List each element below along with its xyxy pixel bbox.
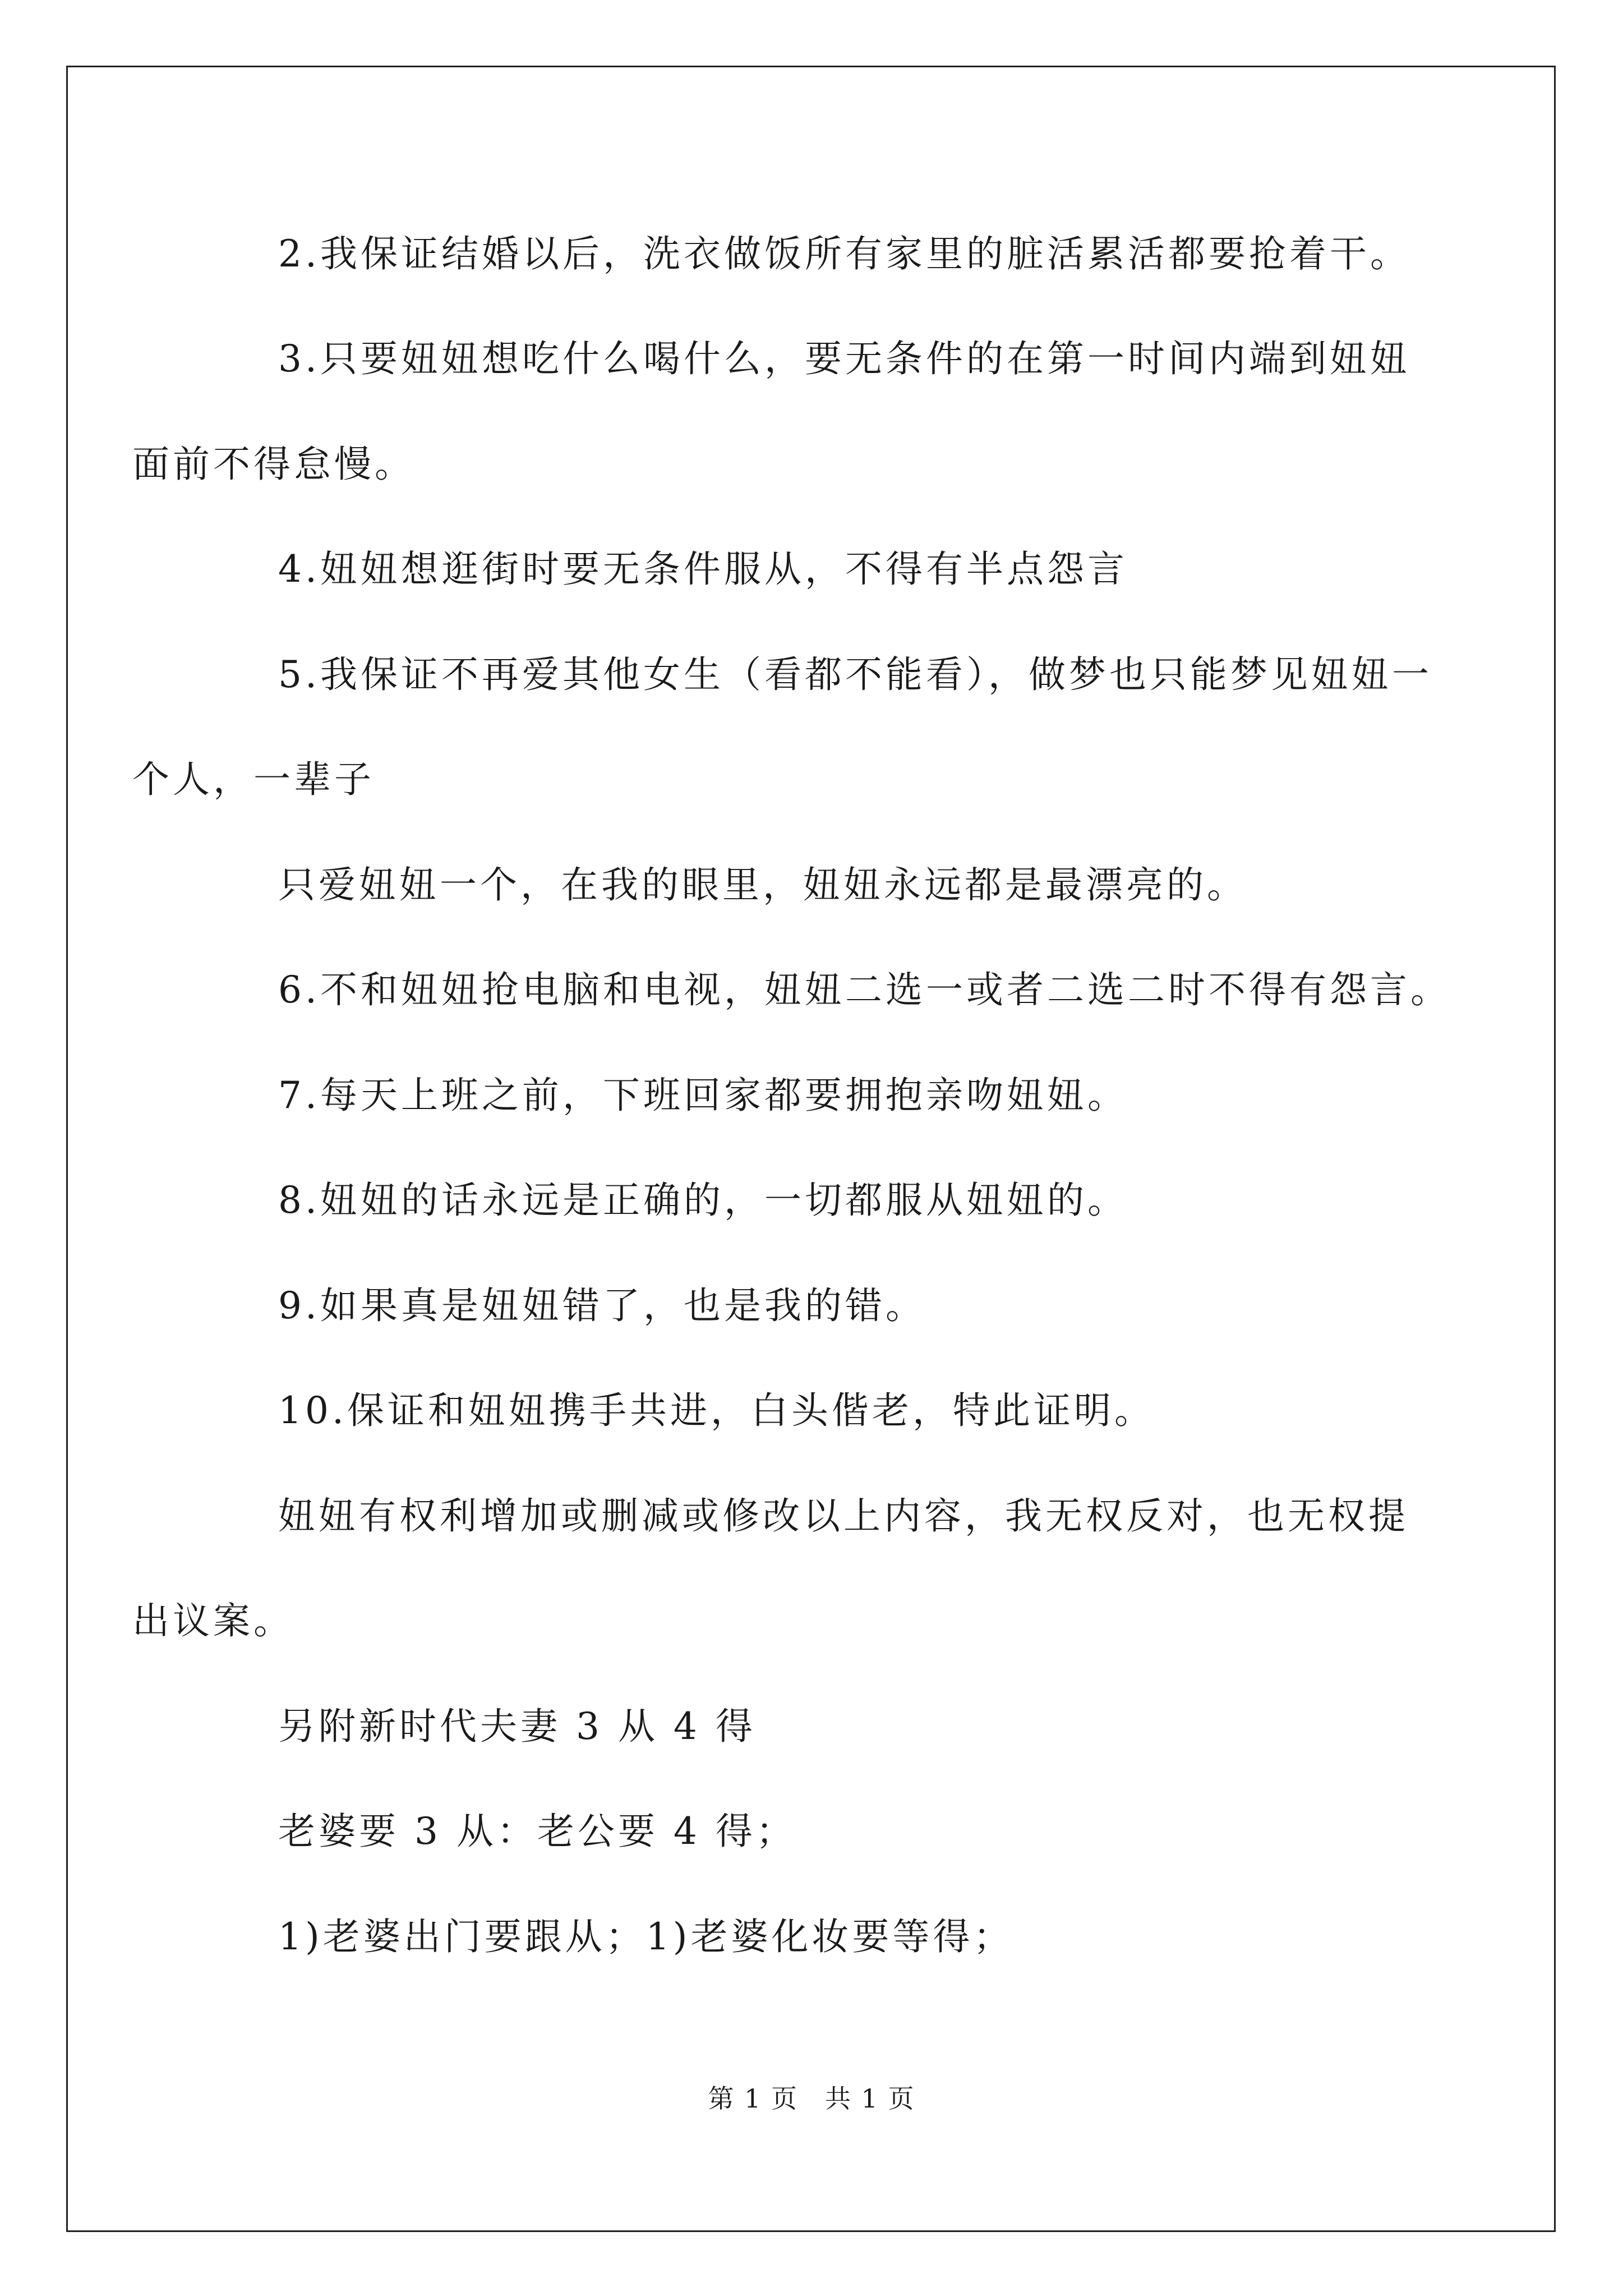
paragraph-item-3-continued: 面前不得怠慢。 xyxy=(132,443,415,486)
paragraph-appendix-title: 另附新时代夫妻 3 从 4 得 xyxy=(278,1705,756,1748)
paragraph-item-2: 2.我保证结婚以后，洗衣做饭所有家里的脏活累活都要抢着干。 xyxy=(278,232,1410,275)
paragraph-rights-continued: 出议案。 xyxy=(132,1599,294,1642)
paragraph-item-7: 7.每天上班之前，下班回家都要拥抱亲吻妞妞。 xyxy=(278,1074,1128,1117)
paragraph-item-8: 8.妞妞的话永远是正确的，一切都服从妞妞的。 xyxy=(278,1179,1128,1222)
paragraph-love-only: 只爱妞妞一个，在我的眼里，妞妞永远都是最漂亮的。 xyxy=(278,863,1247,907)
paragraph-appendix-item-1: 1)老婆出门要跟从；1)老婆化妆要等得； xyxy=(278,1915,1014,1958)
paragraph-item-10: 10.保证和妞妞携手共进，白头偕老，特此证明。 xyxy=(278,1389,1155,1432)
paragraph-item-5: 5.我保证不再爱其他女生（看都不能看），做梦也只能梦见妞妞一 xyxy=(278,653,1432,696)
paragraph-item-4: 4.妞妞想逛街时要无条件服从，不得有半点怨言 xyxy=(278,547,1128,591)
page-border xyxy=(66,66,1556,2232)
paragraph-item-3: 3.只要妞妞想吃什么喝什么，要无条件的在第一时间内端到妞妞 xyxy=(278,337,1410,380)
paragraph-rights: 妞妞有权利增加或删减或修改以上内容，我无权反对，也无权提 xyxy=(278,1494,1409,1538)
paragraph-appendix-heading: 老婆要 3 从：老公要 4 得； xyxy=(278,1810,796,1853)
paragraph-item-9: 9.如果真是妞妞错了，也是我的错。 xyxy=(278,1284,926,1327)
paragraph-item-5-continued: 个人，一辈子 xyxy=(132,758,375,801)
page-number-footer: 第 1 页 共 1 页 xyxy=(708,2083,915,2114)
paragraph-item-6: 6.不和妞妞抢电脑和电视，妞妞二选一或者二选二时不得有怨言。 xyxy=(278,968,1451,1011)
